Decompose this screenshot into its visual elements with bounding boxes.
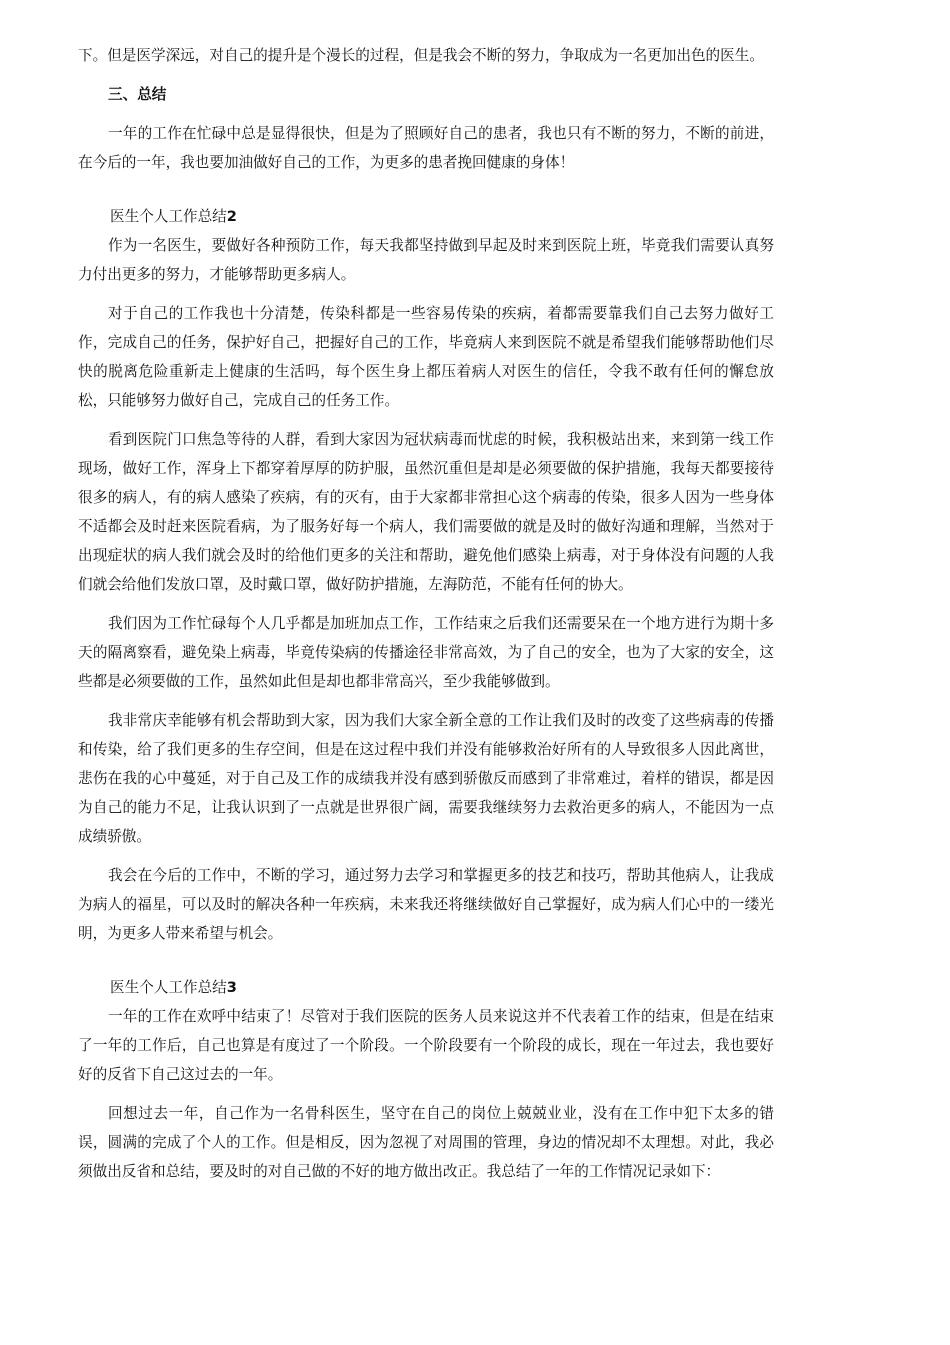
paragraph: 对于自己的工作我也十分清楚，传染科都是一些容易传染的疾病，着都需要靠我们自己去努力做好工作，完成自己的任务，保护好自己，把握好自己的工作，毕竟病人来到医院不就是希望我们能够帮助他们尽快的脱离危险重新走上健康的生活吗，每个医生身上都压着病人对医生的信任，令我不敢有任何的懈怠放松，只能够努力做好自己，完成自己的任务工作。 xyxy=(78,305,774,409)
document-page xyxy=(78,41,774,1186)
section-heading-summary: 三、总结 xyxy=(108,86,167,103)
title-text: 医生个人工作总结 xyxy=(110,208,227,225)
paragraph: 作为一名医生，要做好各种预防工作，每天我都坚持做到早起及时来到医院上班，毕竟我们需要认真努力付出更多的努力，才能够帮助更多病人。 xyxy=(78,237,774,283)
title-number: 2 xyxy=(226,208,237,225)
paragraph-continuation: 下。但是医学深远，对自己的提升是个漫长的过程，但是我会不断的努力，争取成为一名更加出色的医生。 xyxy=(78,47,764,64)
title-text: 医生个人工作总结 xyxy=(110,979,227,996)
paragraph: 我非常庆幸能够有机会帮助到大家，因为我们大家全新全意的工作让我们及时的改变了这些病毒的传播和传染，给了我们更多的生存空间，但是在这过程中我们并没有能够救治好所有的人导致很多人因此离世，悲伤在我的心中蔓延，对于自己及工作的成绩我并没有感到骄傲反而感到了非常难过，着样的错误，都是因为自己的能力不足，让我认识到了一点就是世界很广阔，需要我继续努力去救治更多的病人，不能因为一点成绩骄傲。 xyxy=(78,712,774,845)
article-title-2 xyxy=(78,202,774,231)
paragraph: 一年的工作在欢呼中结束了！尽管对于我们医院的医务人员来说这并不代表着工作的结束，但是在结束了一年的工作后，自己也算是有度过了一个阶段。一个阶段要有一个阶段的成长，现在一年过去，我也要好好的反省下自己这过去的一年。 xyxy=(78,1008,774,1083)
article-title-3 xyxy=(78,973,774,1002)
paragraph: 我们因为工作忙碌每个人几乎都是加班加点工作，工作结束之后我们还需要呆在一个地方进行为期十多天的隔离察看，避免染上病毒，毕竟传染病的传播途径非常高效，为了自己的安全，也为了大家的安全，这些都是必须要做的工作，虽然如此但是却也都非常高兴，至少我能够做到。 xyxy=(78,615,774,690)
paragraph: 我会在今后的工作中，不断的学习，通过努力去学习和掌握更多的技艺和技巧，帮助其他病人，让我成为病人的福星，可以及时的解决各种一年疾病，未来我还将继续做好自己掌握好，成为病人们心中的一缕光明，为更多人带来希望与机会。 xyxy=(78,867,774,942)
paragraph: 回想过去一年，自己作为一名骨科医生，坚守在自己的岗位上兢兢业业，没有在工作中犯下太多的错误，圆满的完成了个人的工作。但是相反，因为忽视了对周围的管理，身边的情况却不太理想。对此，我必须做出反省和总结，要及时的对自己做的不好的地方做出改正。我总结了一年的工作情况记录如下： xyxy=(78,1105,774,1180)
title-number: 3 xyxy=(226,979,237,996)
paragraph: 看到医院门口焦急等待的人群，看到大家因为冠状病毒而忧虑的时候，我积极站出来，来到第一线工作现场，做好工作，浑身上下都穿着厚厚的防护服，虽然沉重但是却是必须要做的保护措施，我每天都要接待很多的病人，有的病人感染了疾病，有的灭有，由于大家都非常担心这个病毒的传染，很多人因为一些身体不适都会及时赶来医院看病，为了服务好每一个病人，我们需要做的就是及时的做好沟通和理解，当然对于出现症状的病人我们就会及时的给他们更多的关注和帮助，避免他们感染上病毒，对于身体没有问题的人我们就会给他们发放口罩，及时戴口罩，做好防护措施，左海防范，不能有任何的协大。 xyxy=(78,431,774,593)
paragraph: 一年的工作在忙碌中总是显得很快，但是为了照顾好自己的患者，我也只有不断的努力，不断的前进，在今后的一年，我也要加油做好自己的工作，为更多的患者挽回健康的身体！ xyxy=(78,125,774,171)
